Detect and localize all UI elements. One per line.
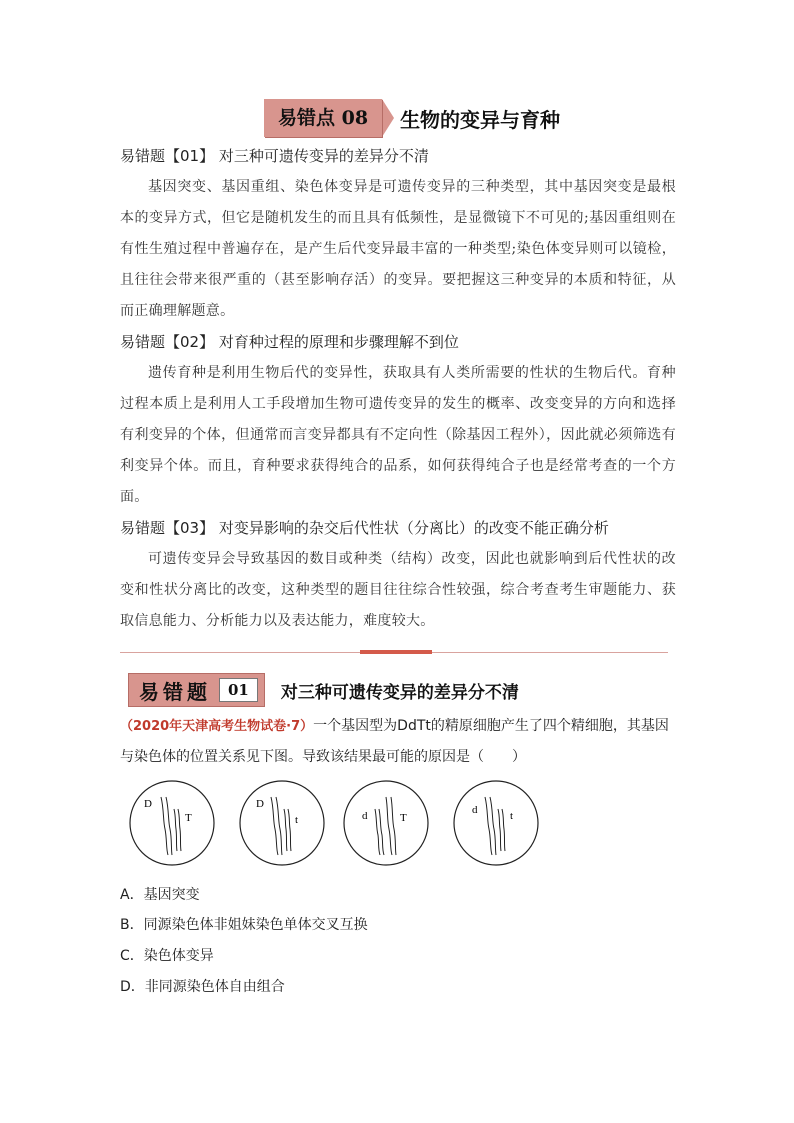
cell-4-gene-left: d xyxy=(472,804,478,816)
error-body-01: 基因突变、基因重组、染色体变异是可遗传变异的三种类型，其中基因突变是最根本的变异方式，但它是随机发生的而且具有低频性，是显微镜下不可见的;基因重组则在有性生殖过程中普遍存在，是产生后代变异最丰富的一种类型;染色体变异则可以镜检，且往往会带来很严重的（甚至影响存活）的变异。要把握这三种变异的本质和特征，从而正确理解题意。 xyxy=(120,179,676,319)
question-text: 一个基因型为DdTt的精原细胞产生了四个精细胞，其基因与染色体的位置关系见下图。导致该结果最可能的原因是（ ） xyxy=(120,718,669,765)
question-source: （2020年天津高考生物试卷·7） xyxy=(120,719,314,734)
error-heading-02: 易错题【02】 对育种过程的原理和步骤理解不到位 xyxy=(120,333,459,351)
section-heading xyxy=(128,673,519,707)
error-body-02: 遗传育种是利用生物后代的变异性，获取具有人类所需要的性状的生物后代。育种过程本质上是利用人工手段增加生物可遗传变异的发生的概率、改变变异的方向和选择有利变异的个体，但通常而言变异都具有不定向性（除基因工程外），因此就必须筛选有利变异个体。而且，育种要求获得纯合的品系，如何获得纯合子也是经常考查的一个方面。 xyxy=(120,365,676,505)
section-number: 01 xyxy=(219,678,258,702)
question-stem xyxy=(120,711,676,773)
cell-2-gene-left: D xyxy=(256,798,264,810)
title-text: 生物的变异与育种 xyxy=(400,107,561,132)
error-body-03: 可遗传变异会导致基因的数目或种类（结构）改变，因此也就影响到后代性状的改变和性状分离比的改变，这种类型的题目往往综合性较强，综合考查考生审题能力、获取信息能力、分析能力以及表达能力，难度较大。 xyxy=(120,551,676,629)
option-d[interactable]: D．非同源染色体自由组合 xyxy=(120,979,285,995)
title-arrow-shape xyxy=(382,99,394,137)
section-label-box xyxy=(128,673,265,707)
cell-1-gene-right: T xyxy=(185,812,192,824)
sperm-cell-2 xyxy=(238,779,326,867)
cell-3-gene-left: d xyxy=(362,810,368,822)
option-a[interactable]: A．基因突变 xyxy=(120,887,200,903)
error-heading-01: 易错题【01】 对三种可遗传变异的差异分不清 xyxy=(120,147,429,165)
divider-accent xyxy=(360,650,432,654)
option-c[interactable]: C．染色体变异 xyxy=(120,948,214,964)
title-tag: 易错点 08 xyxy=(264,99,382,137)
sperm-cell-3 xyxy=(342,779,430,867)
sperm-cell-1 xyxy=(128,779,216,867)
option-b[interactable]: B．同源染色体非姐妹染色单体交叉互换 xyxy=(120,917,368,933)
page-title xyxy=(264,99,560,137)
cell-3-gene-right: T xyxy=(400,812,407,824)
sperm-cell-4 xyxy=(452,779,540,867)
cell-4-gene-right: t xyxy=(510,810,514,822)
section-label: 易错题 xyxy=(139,679,211,704)
section-title: 对三种可遗传变异的差异分不清 xyxy=(280,682,519,703)
cell-1-gene-left: D xyxy=(144,798,152,810)
error-heading-03: 易错题【03】 对变异影响的杂交后代性状（分离比）的改变不能正确分析 xyxy=(120,519,609,537)
cell-2-gene-right: t xyxy=(295,814,299,826)
cell-diagrams xyxy=(128,779,668,869)
